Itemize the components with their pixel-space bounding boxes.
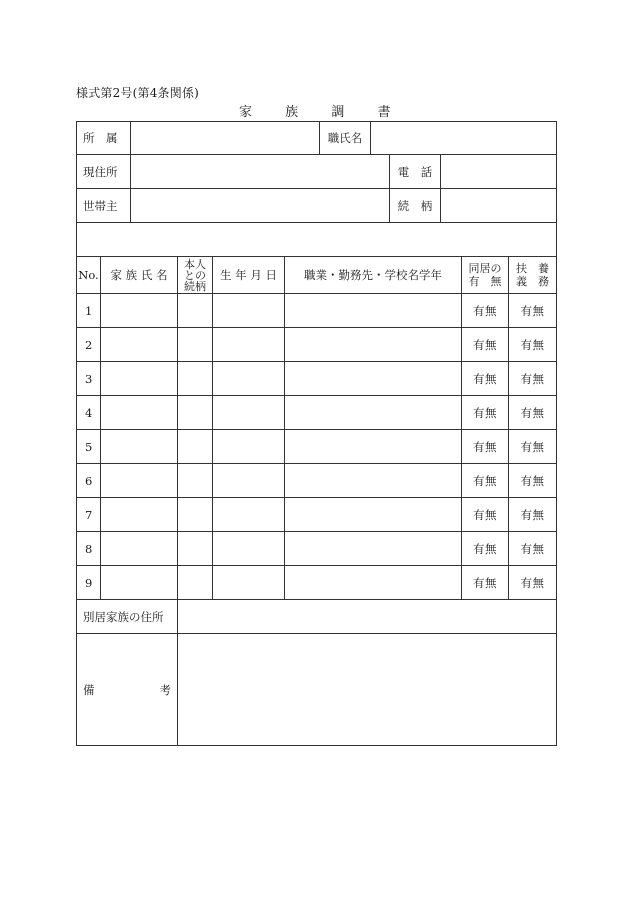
occupation-cell[interactable] (285, 294, 462, 328)
table-row (77, 328, 557, 362)
table-row (77, 464, 557, 498)
cohabit-cell[interactable]: 有無 (462, 498, 509, 532)
col-support-line: 扶 養 (516, 262, 549, 275)
occupation-cell[interactable] (285, 328, 462, 362)
name-label: 職氏名 (320, 122, 371, 155)
family-name-cell[interactable] (101, 532, 178, 566)
support-cell[interactable]: 有無 (509, 396, 557, 430)
occupation-cell[interactable] (285, 430, 462, 464)
table-row (77, 430, 557, 464)
householder-field[interactable] (131, 189, 390, 223)
col-cohabit-line: 有 無 (468, 275, 502, 288)
address-field[interactable] (131, 155, 390, 189)
remarks-field[interactable] (178, 634, 557, 746)
occupation-cell[interactable] (285, 464, 462, 498)
column-header-row (77, 257, 557, 294)
col-relation-line: との (184, 268, 206, 282)
family-name-cell[interactable] (101, 328, 178, 362)
affiliation-label: 所 属 (77, 122, 131, 155)
relation-cell[interactable] (178, 294, 213, 328)
row-number: 7 (77, 498, 101, 532)
family-name-cell[interactable] (101, 498, 178, 532)
cohabit-cell[interactable]: 有無 (462, 328, 509, 362)
affiliation-field[interactable] (131, 122, 320, 155)
address-label: 現住所 (77, 155, 131, 189)
row-number: 9 (77, 566, 101, 600)
remarks-label-right: 考 (159, 682, 171, 697)
relation-cell[interactable] (178, 430, 213, 464)
col-cohabit-line: 同居の (468, 262, 502, 275)
occupation-cell[interactable] (285, 362, 462, 396)
relation-label: 続 柄 (390, 189, 441, 223)
relation-field[interactable] (441, 189, 557, 223)
col-relation-header (178, 257, 213, 294)
cohabit-cell[interactable]: 有無 (462, 532, 509, 566)
col-support-header (509, 257, 557, 294)
title-char: 調 (331, 105, 345, 120)
col-relation-line: 続柄 (184, 279, 206, 293)
occupation-cell[interactable] (285, 396, 462, 430)
remarks-label-left: 備 (83, 682, 95, 697)
family-name-cell[interactable] (101, 464, 178, 498)
col-cohabit-header (462, 257, 509, 294)
col-support-line: 義 務 (516, 275, 549, 288)
family-name-cell[interactable] (101, 566, 178, 600)
cohabit-cell[interactable]: 有無 (462, 464, 509, 498)
cohabit-cell[interactable]: 有無 (462, 362, 509, 396)
table-row (77, 498, 557, 532)
relation-cell[interactable] (178, 498, 213, 532)
relation-cell[interactable] (178, 566, 213, 600)
separate-address-label: 別居家族の住所 (77, 600, 178, 634)
birthdate-cell[interactable] (213, 566, 285, 600)
table-row (77, 294, 557, 328)
phone-field[interactable] (441, 155, 557, 189)
info-table (76, 121, 557, 257)
occupation-cell[interactable] (285, 566, 462, 600)
support-cell[interactable]: 有無 (509, 294, 557, 328)
blank-row (77, 223, 557, 257)
table-row (77, 532, 557, 566)
row-number: 1 (77, 294, 101, 328)
title-char: 族 (285, 105, 299, 120)
birthdate-cell[interactable] (213, 430, 285, 464)
family-table (76, 256, 557, 746)
col-occupation-header: 職業・勤務先・学校名学年 (285, 257, 462, 294)
cohabit-cell[interactable]: 有無 (462, 396, 509, 430)
row-number: 6 (77, 464, 101, 498)
birthdate-cell[interactable] (213, 532, 285, 566)
separate-address-row (77, 600, 557, 634)
relation-cell[interactable] (178, 464, 213, 498)
support-cell[interactable]: 有無 (509, 566, 557, 600)
relation-cell[interactable] (178, 362, 213, 396)
cohabit-cell[interactable]: 有無 (462, 294, 509, 328)
row-number: 4 (77, 396, 101, 430)
birthdate-cell[interactable] (213, 328, 285, 362)
relation-cell[interactable] (178, 396, 213, 430)
title-char: 書 (377, 105, 391, 120)
family-name-cell[interactable] (101, 430, 178, 464)
remarks-label (77, 634, 178, 746)
table-row (77, 396, 557, 430)
phone-label: 電 話 (390, 155, 441, 189)
col-relation-line: 本人 (184, 257, 206, 271)
form-title (0, 101, 630, 120)
support-cell[interactable]: 有無 (509, 532, 557, 566)
row-number: 8 (77, 532, 101, 566)
support-cell[interactable]: 有無 (509, 430, 557, 464)
family-name-cell[interactable] (101, 362, 178, 396)
relation-cell[interactable] (178, 532, 213, 566)
birthdate-cell[interactable] (213, 294, 285, 328)
table-row (77, 362, 557, 396)
support-cell[interactable]: 有無 (509, 328, 557, 362)
name-field[interactable] (371, 122, 557, 155)
family-survey-sheet (76, 121, 556, 746)
col-birthdate-header: 生 年 月 日 (213, 257, 285, 294)
family-name-cell[interactable] (101, 294, 178, 328)
title-char: 家 (239, 105, 253, 120)
occupation-cell[interactable] (285, 532, 462, 566)
form-number: 様式第2号(第4条関係) (76, 86, 200, 100)
cohabit-cell[interactable]: 有無 (462, 566, 509, 600)
row-number: 5 (77, 430, 101, 464)
support-cell[interactable]: 有無 (509, 498, 557, 532)
birthdate-cell[interactable] (213, 396, 285, 430)
family-name-cell[interactable] (101, 396, 178, 430)
col-family-name-header: 家 族 氏 名 (101, 257, 178, 294)
row-number: 3 (77, 362, 101, 396)
separate-address-field[interactable] (178, 600, 557, 634)
table-row (77, 566, 557, 600)
householder-label: 世帯主 (77, 189, 131, 223)
row-number: 2 (77, 328, 101, 362)
occupation-cell[interactable] (285, 498, 462, 532)
birthdate-cell[interactable] (213, 362, 285, 396)
relation-cell[interactable] (178, 328, 213, 362)
cohabit-cell[interactable]: 有無 (462, 430, 509, 464)
col-no-header: No. (77, 257, 101, 294)
remarks-row (77, 634, 557, 746)
support-cell[interactable]: 有無 (509, 464, 557, 498)
birthdate-cell[interactable] (213, 464, 285, 498)
birthdate-cell[interactable] (213, 498, 285, 532)
support-cell[interactable]: 有無 (509, 362, 557, 396)
